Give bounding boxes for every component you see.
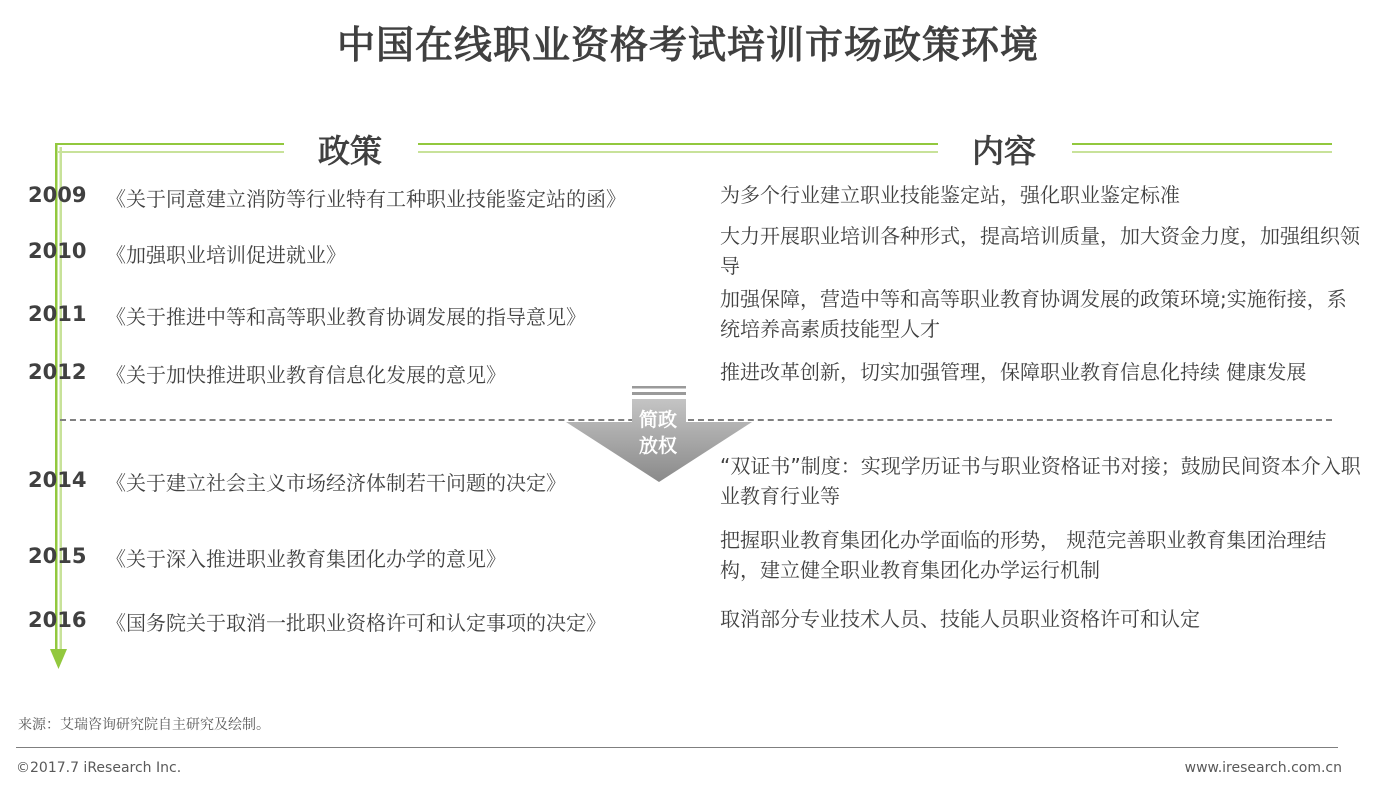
policy-2016: 《国务院关于取消一批职业资格许可和认定事项的决定》 — [106, 611, 606, 635]
header-line-right — [1072, 143, 1332, 153]
content-2010: 大力开展职业培训各种形式，提高培训质量，加大资金力度，加强组织领导 — [720, 224, 1360, 278]
footer-divider — [16, 747, 1338, 748]
policy-2012: 《关于加快推进职业教育信息化发展的意见》 — [106, 363, 506, 387]
badge-line1: 简政 — [638, 409, 677, 431]
policy-2014: 《关于建立社会主义市场经济体制若干问题的决定》 — [106, 471, 566, 495]
source-note: 来源：艾瑞咨询研究院自主研究及绘制。 — [18, 717, 270, 733]
content-2011: 加强保障，营造中等和高等职业教育协调发展的政策环境;实施衔接，系统培养高素质技能型人才 — [720, 287, 1347, 341]
year-2009: 2009 — [28, 183, 87, 207]
content-2012: 推进改革创新，切实加强管理，保障职业教育信息化持续 健康发展 — [720, 360, 1307, 384]
badge-line2: 放权 — [638, 435, 677, 457]
year-2016: 2016 — [28, 608, 87, 632]
header-line-left — [58, 143, 284, 153]
policy-2011: 《关于推进中等和高等职业教育协调发展的指导意见》 — [106, 305, 586, 329]
content-2016: 取消部分专业技术人员、技能人员职业资格许可和认定 — [720, 607, 1200, 631]
policy-2009: 《关于同意建立消防等行业特有工种职业技能鉴定站的函》 — [106, 187, 626, 211]
timeline-arrow — [50, 143, 70, 673]
year-2012: 2012 — [28, 360, 87, 384]
year-2014: 2014 — [28, 468, 87, 492]
content-2015: 把握职业教育集团化办学面临的形势， 规范完善职业教育集团治理结构，建立健全职业教育集团化办学运行机制 — [720, 528, 1327, 582]
content-2014: “双证书”制度：实现学历证书与职业资格证书对接；鼓励民间资本介入职业教育行业等 — [720, 454, 1361, 508]
website-link[interactable]: www.iresearch.com.cn — [1184, 760, 1342, 776]
header-line-middle — [418, 143, 938, 153]
policy-header: 政策 — [318, 132, 383, 170]
year-2011: 2011 — [28, 302, 87, 326]
page-title: 中国在线职业资格考试培训市场政策环境 — [336, 23, 1039, 67]
policy-2015: 《关于深入推进职业教育集团化办学的意见》 — [106, 547, 506, 571]
year-2010: 2010 — [28, 239, 87, 263]
copyright: ©2017.7 iResearch Inc. — [16, 760, 182, 776]
content-header: 内容 — [972, 132, 1037, 170]
year-2015: 2015 — [28, 544, 87, 568]
policy-2010: 《加强职业培训促进就业》 — [106, 243, 346, 267]
content-2009: 为多个行业建立职业技能鉴定站，强化职业鉴定标准 — [720, 183, 1180, 207]
